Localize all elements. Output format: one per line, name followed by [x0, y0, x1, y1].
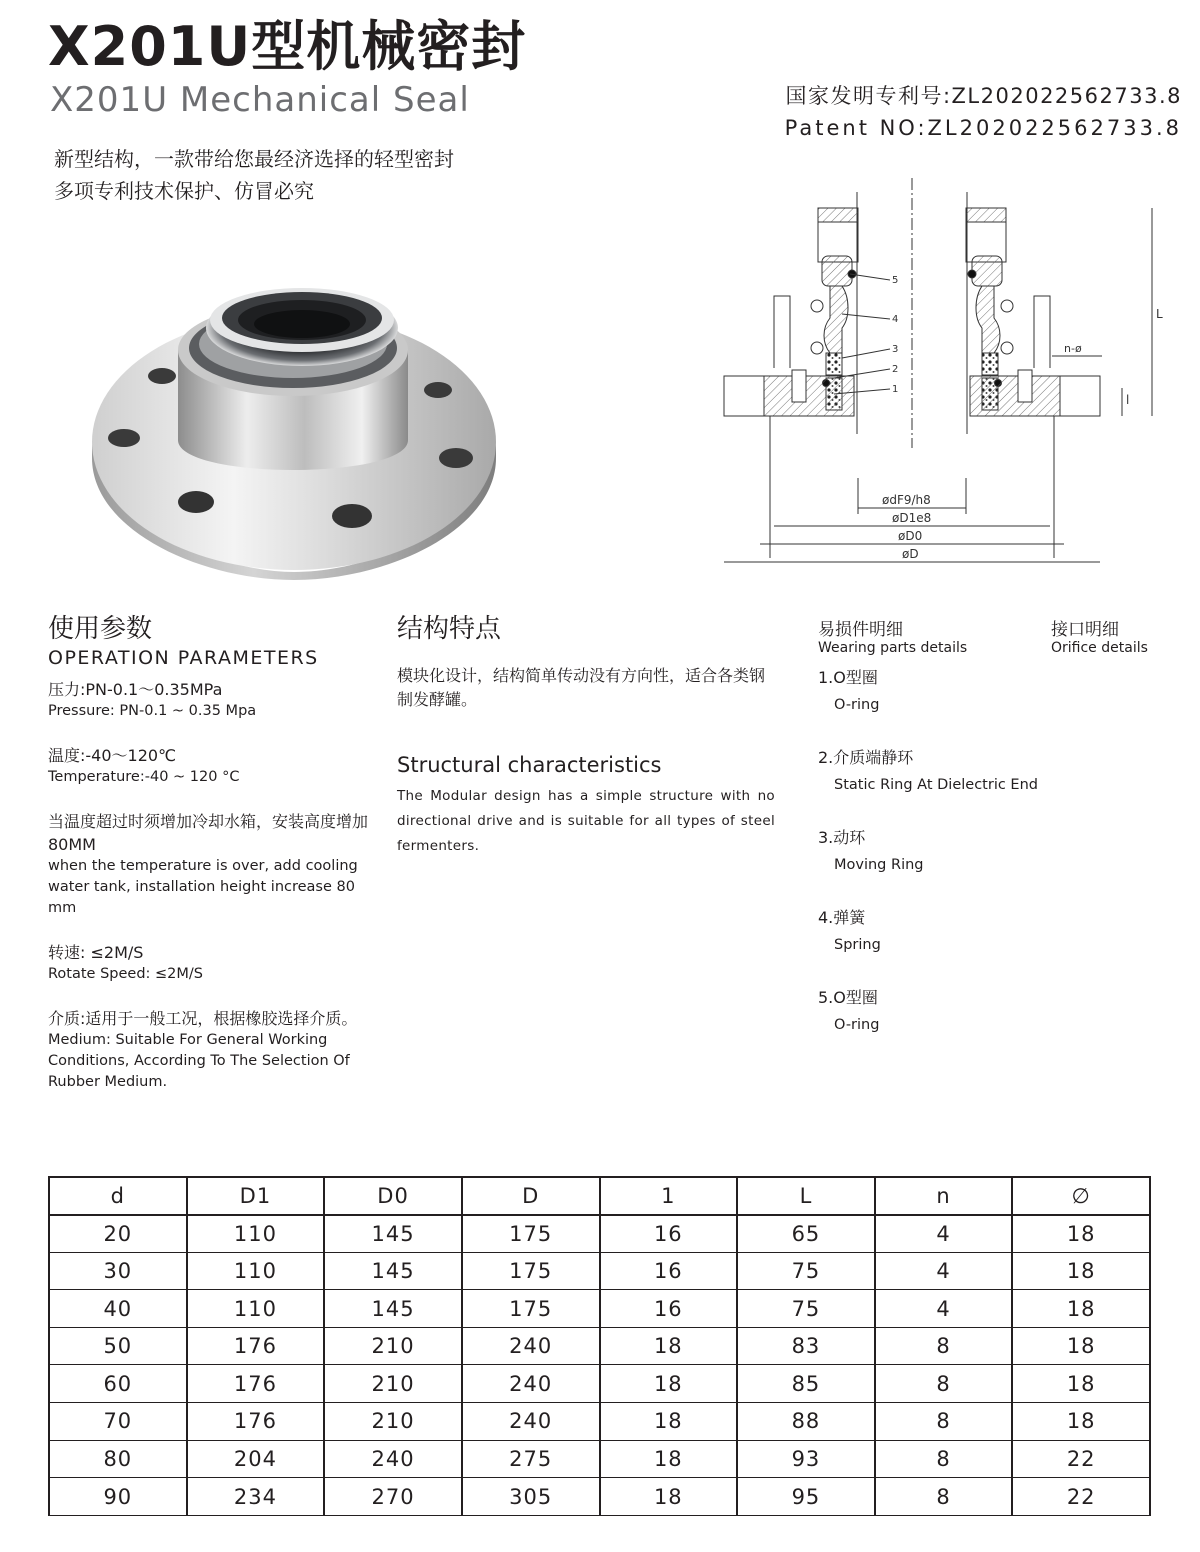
param-speed: [48, 941, 368, 985]
table-cell: 85: [737, 1365, 875, 1403]
structure-desc-cn: 模块化设计，结构简单传动没有方向性，适合各类钢制发酵罐。: [397, 666, 766, 709]
table-row: [49, 1290, 1150, 1328]
table-row: [49, 1440, 1150, 1478]
part-3-cn: 3.动环: [818, 828, 866, 847]
param-cooling: [48, 810, 368, 919]
table-cell: 210: [324, 1403, 462, 1441]
table-cell: 95: [737, 1478, 875, 1516]
table-row: [49, 1478, 1150, 1516]
table-cell: 16: [600, 1215, 738, 1253]
dim-n-label: n-ø: [1064, 342, 1082, 355]
part-1-cn: 1.O型圈: [818, 668, 878, 687]
dim-D-label: øD: [902, 547, 919, 561]
table-cell: 18: [1012, 1290, 1150, 1328]
table-cell: 210: [324, 1365, 462, 1403]
callout-2: 2: [892, 364, 899, 375]
part-4-cn: 4.弹簧: [818, 908, 866, 927]
param-temperature-cn: 温度:-40～120℃: [48, 746, 177, 765]
table-cell: 305: [462, 1478, 600, 1516]
table-cell: 75: [737, 1290, 875, 1328]
table-cell: 176: [187, 1327, 325, 1365]
param-speed-cn: 转速: ≤2M/S: [48, 943, 144, 962]
table-cell: 8: [875, 1365, 1013, 1403]
part-5-cn: 5.O型圈: [818, 988, 878, 1007]
tagline-2: 多项专利技术保护、仿冒必究: [54, 179, 314, 203]
table-cell: 110: [187, 1215, 325, 1253]
table-cell: 80: [49, 1440, 187, 1478]
table-cell: 240: [324, 1440, 462, 1478]
wearing-parts-heading-en: Wearing parts details: [818, 640, 968, 656]
part-3-en: Moving Ring: [834, 857, 924, 873]
part-5-en: O-ring: [834, 1017, 880, 1033]
table-row: [49, 1327, 1150, 1365]
structure-heading-en: Structural characteristics: [397, 753, 662, 777]
table-cell: 145: [324, 1290, 462, 1328]
param-medium-en: Medium: Suitable For General Working Conditions, According To The Selection Of Rubber Medium.: [48, 1032, 350, 1090]
param-medium: [48, 1007, 368, 1093]
table-cell: 240: [462, 1365, 600, 1403]
table-cell: 210: [324, 1327, 462, 1365]
table-body: [49, 1215, 1150, 1516]
dim-D0-label: øD0: [898, 529, 923, 543]
table-cell: 8: [875, 1440, 1013, 1478]
part-2: [818, 746, 1178, 826]
col-header-d: d: [49, 1177, 187, 1215]
table-cell: 18: [1012, 1215, 1150, 1253]
table-cell: 22: [1012, 1440, 1150, 1478]
param-medium-cn: 介质:适用于一般工况，根据橡胶选择介质。: [48, 1009, 358, 1028]
param-temperature-en: Temperature:-40 ~ 120 °C: [48, 769, 240, 785]
table-cell: 240: [462, 1327, 600, 1365]
table-cell: 18: [1012, 1327, 1150, 1365]
table-cell: 30: [49, 1252, 187, 1290]
table-cell: 16: [600, 1252, 738, 1290]
param-speed-en: Rotate Speed: ≤2M/S: [48, 966, 204, 982]
table-cell: 145: [324, 1252, 462, 1290]
spec-table: [48, 1176, 1151, 1516]
table-cell: 175: [462, 1252, 600, 1290]
dim-L-label: L: [1156, 307, 1163, 321]
part-4: [818, 906, 1178, 986]
callout-1: 1: [892, 384, 899, 395]
table-cell: 234: [187, 1478, 325, 1516]
param-pressure-cn: 压力:PN-0.1～0.35MPa: [48, 680, 223, 699]
table-row: [49, 1215, 1150, 1253]
page-title: X201U型机械密封: [48, 15, 527, 78]
table-header-row: [49, 1177, 1150, 1215]
table-cell: 22: [1012, 1478, 1150, 1516]
table-cell: 18: [1012, 1403, 1150, 1441]
wearing-parts-list: [818, 666, 1178, 1066]
table-cell: 175: [462, 1215, 600, 1253]
table-cell: 16: [600, 1290, 738, 1328]
part-5: [818, 986, 1178, 1066]
table-cell: 204: [187, 1440, 325, 1478]
col-header-n: n: [875, 1177, 1013, 1215]
orifice-heading-en: Orifice details: [1051, 640, 1148, 656]
table-cell: 50: [49, 1327, 187, 1365]
col-header-l: 1: [600, 1177, 738, 1215]
dim-l-label: l: [1126, 393, 1130, 407]
col-header-L: L: [737, 1177, 875, 1215]
table-cell: 60: [49, 1365, 187, 1403]
table-cell: 240: [462, 1403, 600, 1441]
part-1-en: O-ring: [834, 697, 880, 713]
table-cell: 145: [324, 1215, 462, 1253]
table-cell: 18: [600, 1327, 738, 1365]
table-cell: 110: [187, 1290, 325, 1328]
structure-desc-en: The Modular design has a simple structure with no directional drive and is suitable for all types of steel fermenters.: [397, 788, 775, 854]
wearing-parts-heading-cn: 易损件明细: [818, 620, 903, 640]
col-header-D0: D0: [324, 1177, 462, 1215]
table-cell: 18: [600, 1478, 738, 1516]
col-header-D: D: [462, 1177, 600, 1215]
product-photo: [88, 280, 500, 580]
table-cell: 4: [875, 1290, 1013, 1328]
param-pressure: [48, 678, 368, 722]
table-cell: 4: [875, 1252, 1013, 1290]
table-cell: 4: [875, 1215, 1013, 1253]
part-4-en: Spring: [834, 937, 881, 953]
orifice-heading-cn: 接口明细: [1051, 620, 1119, 640]
part-2-cn: 2.介质端静环: [818, 748, 914, 767]
callout-4: 4: [892, 314, 899, 325]
param-cooling-cn: 当温度超过时须增加冷却水箱，安装高度增加80MM: [48, 812, 369, 854]
table-row: [49, 1252, 1150, 1290]
table-cell: 88: [737, 1403, 875, 1441]
table-cell: 18: [600, 1403, 738, 1441]
table-cell: 8: [875, 1478, 1013, 1516]
structure-heading-cn: 结构特点: [397, 614, 502, 644]
table-cell: 176: [187, 1365, 325, 1403]
dim-D1-label: øD1e8: [892, 511, 932, 525]
operation-heading-en: OPERATION PARAMETERS: [48, 647, 319, 669]
tagline-1: 新型结构，一款带给您最经济选择的轻型密封: [54, 147, 454, 171]
param-temperature: [48, 744, 368, 788]
table-cell: 93: [737, 1440, 875, 1478]
table-row: [49, 1365, 1150, 1403]
table-cell: 110: [187, 1252, 325, 1290]
table-row: [49, 1403, 1150, 1441]
param-pressure-en: Pressure: PN-0.1 ~ 0.35 Mpa: [48, 703, 257, 719]
table-cell: 270: [324, 1478, 462, 1516]
patent-number-cn: 国家发明专利号:ZL202022562733.8: [785, 84, 1182, 108]
page-subtitle: X201U Mechanical Seal: [50, 80, 470, 120]
table-cell: 176: [187, 1403, 325, 1441]
table-cell: 40: [49, 1290, 187, 1328]
table-cell: 90: [49, 1478, 187, 1516]
table-cell: 8: [875, 1327, 1013, 1365]
callout-3: 3: [892, 344, 899, 355]
table-cell: 18: [600, 1440, 738, 1478]
technical-drawing: [722, 178, 1182, 576]
callout-5: 5: [892, 275, 899, 286]
table-cell: 18: [600, 1365, 738, 1403]
col-header-D1: D1: [187, 1177, 325, 1215]
operation-heading-cn: 使用参数: [48, 614, 153, 644]
table-cell: 65: [737, 1215, 875, 1253]
table-cell: 275: [462, 1440, 600, 1478]
part-2-en: Static Ring At Dielectric End: [834, 777, 1038, 793]
table-cell: 18: [1012, 1252, 1150, 1290]
table-cell: 83: [737, 1327, 875, 1365]
part-1: [818, 666, 1178, 746]
patent-number-en: Patent NO:ZL202022562733.8: [784, 116, 1182, 140]
dim-dF9-label: ødF9/h8: [882, 493, 931, 507]
part-3: [818, 826, 1178, 906]
table-cell: 20: [49, 1215, 187, 1253]
col-header-diameter: ∅: [1012, 1177, 1150, 1215]
table-cell: 18: [1012, 1365, 1150, 1403]
param-cooling-en: when the temperature is over, add cooling water tank, installation height increase 80 mm: [48, 858, 358, 916]
table-cell: 8: [875, 1403, 1013, 1441]
table-cell: 175: [462, 1290, 600, 1328]
operation-params-list: [48, 678, 368, 1115]
table-cell: 70: [49, 1403, 187, 1441]
table-cell: 75: [737, 1252, 875, 1290]
